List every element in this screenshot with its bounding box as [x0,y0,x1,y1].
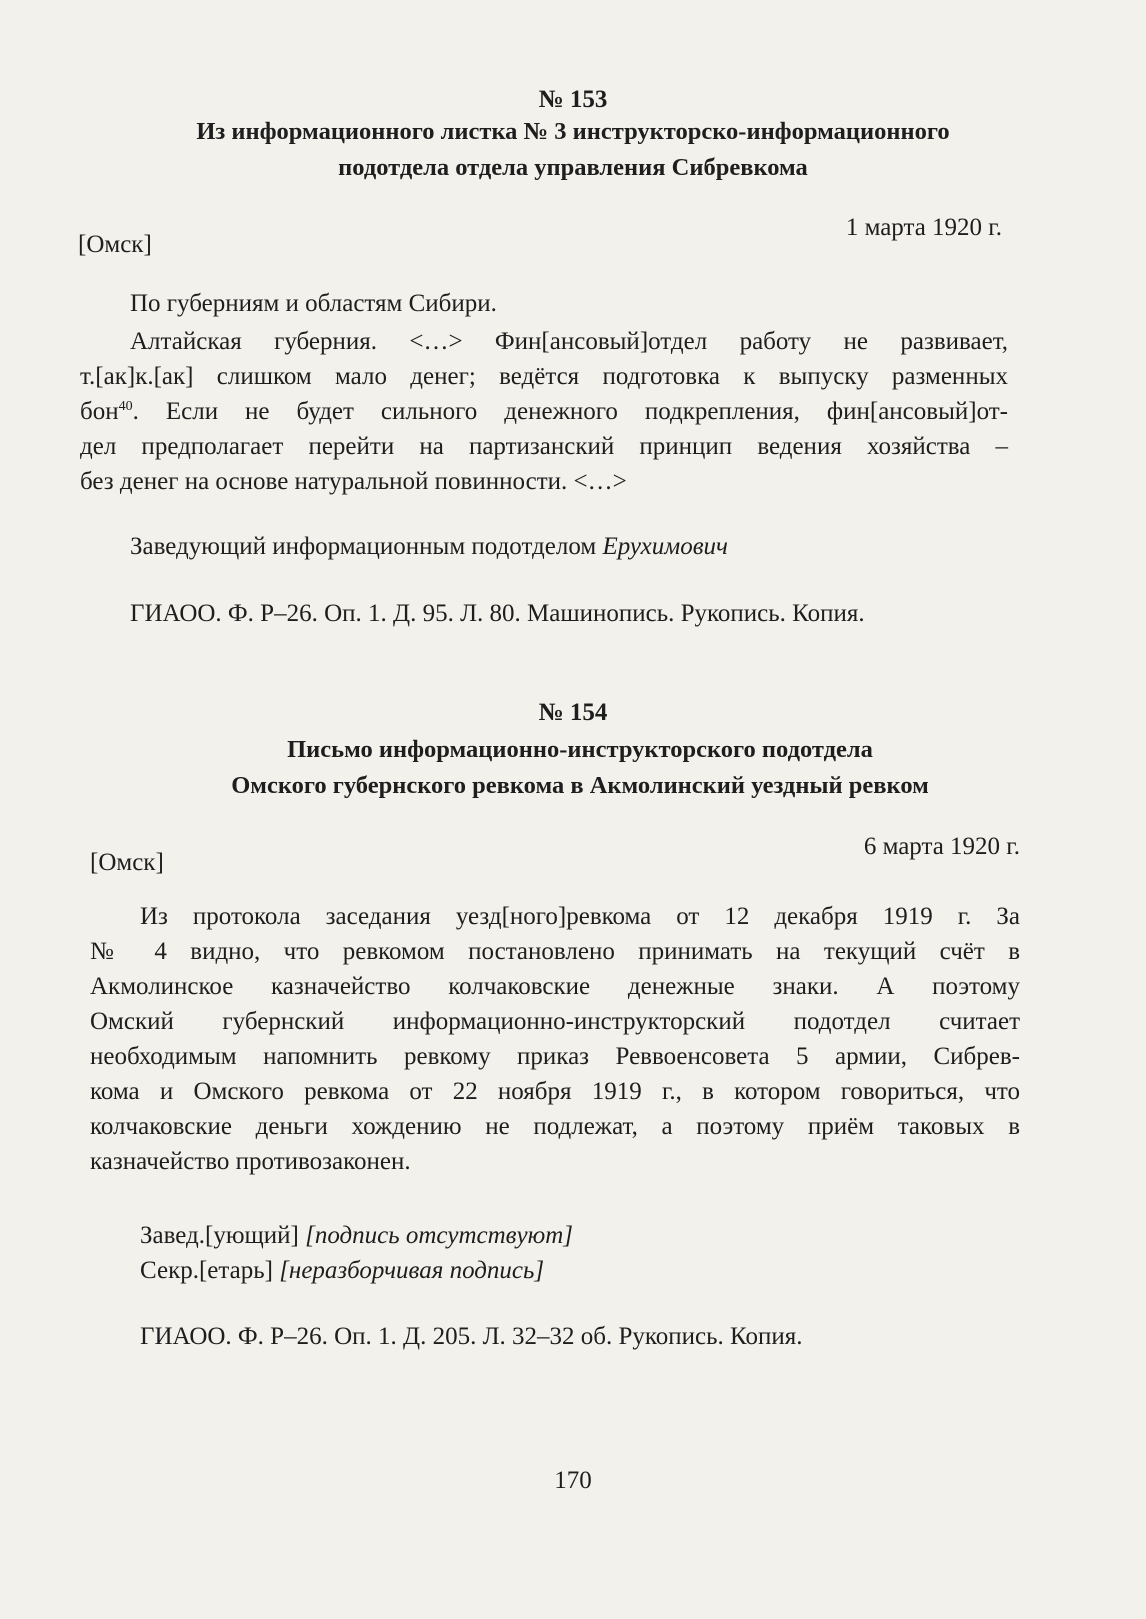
footnote-marker[interactable]: 40 [118,399,133,414]
doc153-source: ГИАОО. Ф. Р–26. Оп. 1. Д. 95. Л. 80. Машинопись. Рукопись. Копия. [130,600,865,627]
doc154-body-line: Акмолинское казначейство колчаковские денежные знаки. А поэтому [90,973,1020,1000]
doc154-body-line: № 4 видно, что ревкомом постановлено принимать на текущий счёт в [90,938,1020,965]
doc154-signature-2 [140,1257,544,1285]
doc153-signature-name: Ерухимович [602,533,728,560]
doc154-title-line1: Письмо информационно-инструкторского подотдела [287,736,873,763]
doc153-body-line: дел предполагает перейти на партизанский принцип ведения хозяйства – [80,433,1008,460]
doc154-sig1-note: [подпись отсутствуют] [305,1222,574,1249]
doc153-place: [Омск] [78,231,152,258]
doc154-body-line: колчаковские деньги хождению не подлежат, а поэтому приём таковых в [90,1113,1020,1140]
doc153-title-line2: подотдела отдела управления Сибревкома [338,154,808,181]
doc154-body-line: казначейство противозаконен. [90,1148,411,1175]
doc154-sig2-note: [неразборчивая подпись] [279,1257,545,1284]
doc153-body-line: Алтайская губерния. <…> Фин[ансовый]отдел работу не развивает, [130,328,1008,355]
page-number: 170 [554,1467,592,1494]
doc154-sig2-role: Секр.[етарь] [140,1257,280,1284]
doc153-title-line1: Из информационного листка № 3 инструкторско-информационного [196,118,950,145]
doc153-signature [130,533,728,561]
doc154-number: № 154 [538,699,608,726]
doc154-source: ГИАОО. Ф. Р–26. Оп. 1. Д. 205. Л. 32–32 об. Рукопись. Копия. [140,1323,803,1350]
doc153-number: № 153 [538,86,608,113]
doc153-body-line-with-footnote [80,394,1008,429]
doc153-body-line: т.[ак]к.[ак] слишком мало денег; ведётся подготовка к выпуску разменных [80,363,1008,390]
doc154-body-line: Из протокола заседания уезд[ного]ревкома от 12 декабря 1919 г. За [140,903,1020,930]
doc154-signature-1 [140,1222,573,1250]
doc153-date: 1 марта 1920 г. [845,214,1002,241]
doc154-title-line2: Омского губернского ревкома в Акмолинский уездный ревком [231,772,929,799]
doc153-body [80,324,1008,499]
doc154-sig1-role: Завед.[ующий] [140,1222,306,1249]
doc153-body-line: без денег на основе натуральной повинности. <…> [80,468,627,495]
doc154-body [90,899,1020,1179]
doc154-date: 6 марта 1920 г. [863,833,1020,860]
doc153-bon-word: бон [80,398,119,425]
doc154-body-line: кома и Омского ревкома от 22 ноября 1919 г., в котором говориться, что [90,1078,1020,1105]
doc154-place: [Омск] [90,849,164,876]
doc153-body-line-rest: . Если не будет сильного денежного подкрепления, фин[ансовый]от- [132,398,1008,425]
doc154-body-line: необходимым напомнить ревкому приказ Реввоенсовета 5 армии, Сибрев- [90,1043,1020,1070]
doc153-signature-role: Заведующий информационным подотделом [130,533,603,560]
doc154-body-line: Омский губернский информационно-инструкторский подотдел считает [90,1008,1020,1035]
doc153-lead: По губерниям и областям Сибири. [130,290,497,317]
